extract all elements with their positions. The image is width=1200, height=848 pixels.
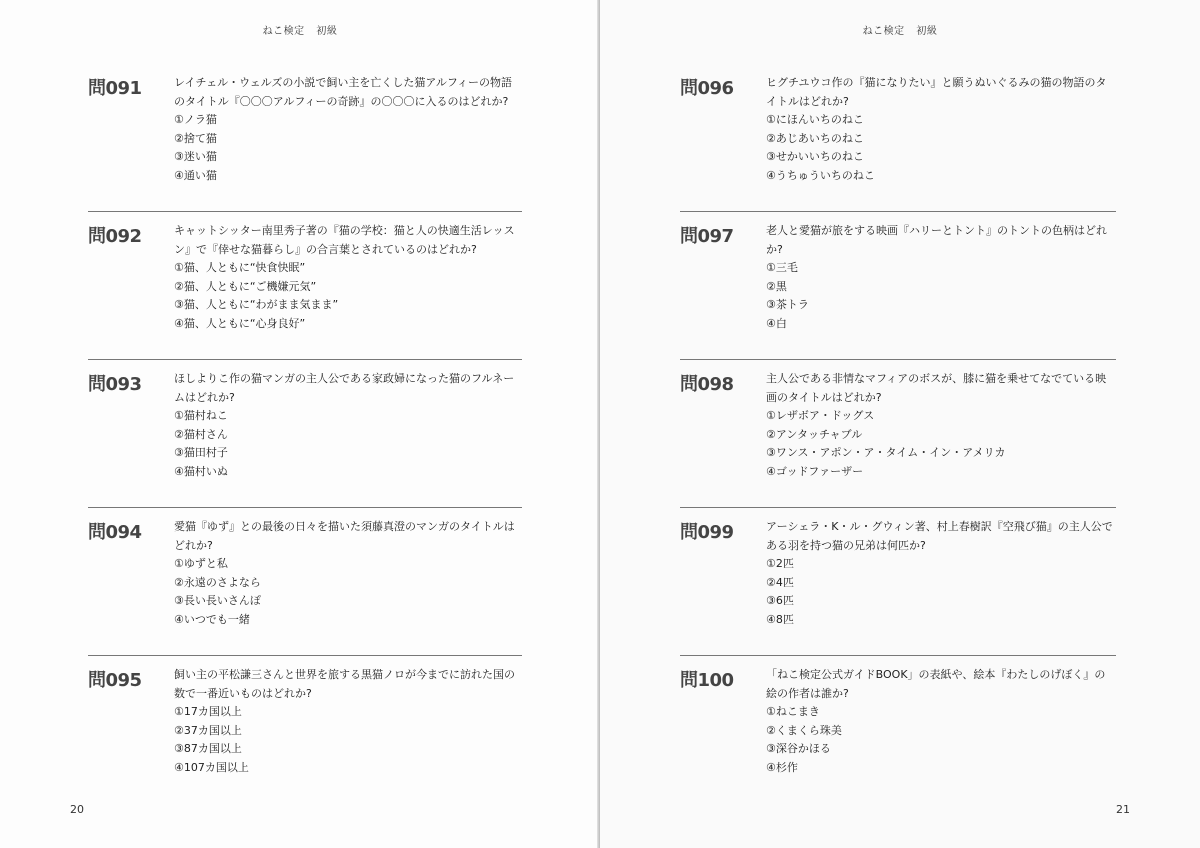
answer-option: ②永遠のさよなら — [174, 575, 261, 589]
right-page — [600, 0, 1200, 848]
answer-option: ④107カ国以上 — [174, 760, 249, 774]
answer-option: ②37カ国以上 — [174, 723, 242, 737]
question-block — [680, 64, 1116, 212]
question-body — [766, 64, 1116, 211]
answer-option: ①猫、人ともに“快食快眠” — [174, 261, 306, 274]
answer-option: ②あじあいちのねこ — [766, 131, 864, 145]
answer-option: ④通い猫 — [174, 168, 217, 182]
answer-option: ③ワンス・アポン・ア・タイム・イン・アメリカ — [766, 446, 1006, 459]
answer-option: ②捨て猫 — [174, 131, 217, 145]
answer-option: ④8匹 — [766, 612, 794, 626]
running-head-title: ねこ検定 — [262, 26, 305, 37]
answer-option: ④ゴッドファーザー — [766, 464, 864, 478]
answer-option: ①にほんいちのねこ — [766, 113, 864, 126]
question-number: 問091 — [88, 78, 142, 99]
question-body — [174, 212, 522, 359]
question-body — [174, 360, 522, 507]
question-text: アーシェラ・K・ル・グウィン著、村上春樹訳『空飛び猫』の主人公である羽を持つ猫の兄弟は何匹か? — [766, 520, 1113, 552]
answer-option: ④白 — [766, 316, 787, 330]
question-number: 問093 — [88, 374, 142, 395]
question-number: 問096 — [680, 78, 734, 99]
question-number: 問094 — [88, 522, 142, 543]
question-text: 老人と愛猫が旅をする映画『ハリーとトント』のトントの色柄はどれか? — [766, 224, 1107, 256]
question-body — [766, 212, 1116, 359]
answer-option: ①レザボア・ドッグス — [766, 409, 875, 422]
question-text: 飼い主の平松謙三さんと世界を旅する黒猫ノロが今までに訪れた国の数で一番近いものはどれか? — [174, 668, 515, 700]
answer-option: ④猫村いぬ — [174, 464, 228, 478]
answer-option: ②4匹 — [766, 575, 794, 589]
answer-option: ①三毛 — [766, 261, 798, 274]
answer-option: ④いつでも一緒 — [174, 612, 250, 626]
answer-option: ①猫村ねこ — [174, 409, 228, 422]
answer-option: ③長い長いさんぽ — [174, 594, 261, 607]
question-block — [88, 64, 522, 212]
question-block — [680, 212, 1116, 360]
question-text: キャットシッター南里秀子著の『猫の学校：猫と人の快適生活レッスン』で『倖せな猫暮らし』の合言葉とされているのはどれか? — [174, 224, 515, 256]
question-block — [680, 656, 1116, 804]
answer-option: ②くまくら珠美 — [766, 723, 842, 737]
question-text: レイチェル・ウェルズの小説で飼い主を亡くした猫アルフィーの物語のタイトル『〇〇〇アルフィーの奇跡』の〇〇〇に入るのはどれか? — [174, 76, 513, 108]
question-text: ほしよりこ作の猫マンガの主人公である家政婦になった猫のフルネームはどれか? — [174, 372, 515, 404]
question-number: 問092 — [88, 226, 142, 247]
answer-option: ①17カ国以上 — [174, 705, 242, 718]
question-number: 問100 — [680, 670, 734, 691]
answer-option: ③6匹 — [766, 594, 794, 607]
answer-option: ④猫、人ともに“心身良好” — [174, 316, 306, 330]
answer-option: ②猫村さん — [174, 427, 228, 441]
answer-option: ③せかいいちのねこ — [766, 150, 864, 163]
question-body — [766, 508, 1116, 655]
answer-option: ④杉作 — [766, 760, 798, 774]
answer-option: ②黒 — [766, 279, 787, 293]
answer-option: ②猫、人ともに“ご機嫌元気” — [174, 279, 317, 293]
question-number: 問097 — [680, 226, 734, 247]
question-body — [766, 360, 1116, 507]
question-list — [88, 64, 522, 804]
question-list — [680, 64, 1116, 804]
question-block — [88, 360, 522, 508]
question-block — [88, 508, 522, 656]
running-head — [0, 22, 600, 37]
question-number: 問099 — [680, 522, 734, 543]
answer-option: ④うちゅういちのねこ — [766, 168, 875, 182]
question-text: 主人公である非情なマフィアのボスが、膝に猫を乗せてなでている映画のタイトルはどれか? — [766, 372, 1107, 404]
question-block — [680, 508, 1116, 656]
answer-option: ②アンタッチャブル — [766, 427, 863, 441]
answer-option: ③迷い猫 — [174, 150, 217, 163]
question-text: 「ねこ検定公式ガイドBOOK」の表紙や、絵本『わたしのげぼく』の絵の作者は誰か? — [766, 668, 1106, 700]
running-head — [600, 22, 1200, 37]
answer-option: ③87カ国以上 — [174, 742, 242, 755]
answer-option: ③猫田村子 — [174, 446, 228, 459]
answer-option: ①ねこまき — [766, 705, 820, 718]
question-body — [174, 64, 522, 211]
question-number: 問095 — [88, 670, 142, 691]
question-text: ヒグチユウコ作の『猫になりたい』と願うぬいぐるみの猫の物語のタイトルはどれか? — [766, 76, 1107, 108]
page-number: 20 — [70, 803, 84, 816]
question-body — [766, 656, 1116, 804]
running-head-title: ねこ検定 — [862, 26, 905, 37]
answer-option: ①2匹 — [766, 557, 794, 570]
question-number: 問098 — [680, 374, 734, 395]
question-body — [174, 656, 522, 804]
answer-option: ③茶トラ — [766, 298, 809, 311]
answer-option: ③猫、人ともに“わがまま気まま” — [174, 298, 339, 311]
question-text: 愛猫『ゆず』との最後の日々を描いた須藤真澄のマンガのタイトルはどれか? — [174, 520, 515, 552]
page-number: 21 — [1116, 803, 1130, 816]
answer-option: ①ゆずと私 — [174, 557, 228, 570]
answer-option: ①ノラ猫 — [174, 113, 217, 126]
answer-option: ③深谷かほる — [766, 742, 831, 755]
question-block — [680, 360, 1116, 508]
running-head-level: 初級 — [916, 26, 938, 37]
question-body — [174, 508, 522, 655]
question-block — [88, 212, 522, 360]
running-head-level: 初級 — [316, 26, 338, 37]
question-block — [88, 656, 522, 804]
